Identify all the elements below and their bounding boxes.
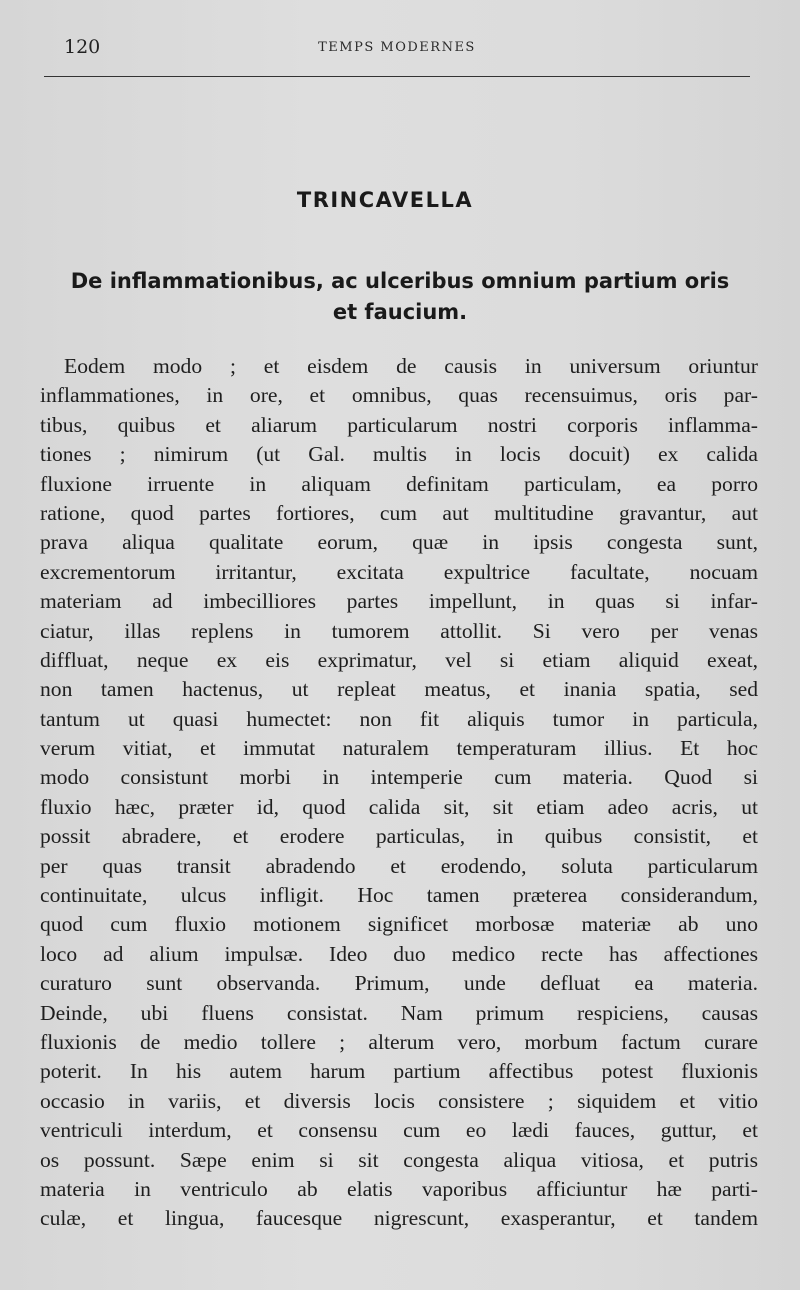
text-line: tibus, quibus et aliarum particularum nostri corporis inflamma- [40, 412, 758, 437]
text-line: Eodem modo ; et eisdem de causis in universum oriuntur [64, 354, 758, 378]
running-head [44, 36, 750, 62]
text-line: modo consistunt morbi in intemperie cum materia. Quod si [40, 765, 758, 790]
work-title-line: et faucium. [332, 300, 468, 324]
text-line: possit abradere, et erodere particulas, in quibus consistit, et [40, 824, 758, 849]
text-line: tantum ut quasi humectet: non fit aliquis tumor in particula, [40, 706, 758, 731]
text-line: continuitate, ulcus infligit. Hoc tamen præterea considerandum, [40, 883, 758, 908]
text-line: curaturo sunt observanda. Primum, unde defluat ea materia. [40, 971, 758, 996]
page-number: 120 [64, 36, 101, 58]
text-line: ventriculi interdum, et consensu cum eo lædi fauces, guttur, et [40, 1118, 758, 1143]
text-line: inflammationes, in ore, et omnibus, quas recensuimus, oris par- [40, 383, 758, 408]
text-line: occasio in variis, et diversis locis consistere ; siquidem et vitio [40, 1088, 758, 1113]
text-line: culæ, et lingua, faucesque nigrescunt, exasperantur, et tandem [40, 1206, 758, 1231]
text-line: quod cum fluxio motionem significet morbosæ materiæ ab uno [40, 912, 758, 937]
text-line: fluxio hæc, præter id, quod calida sit, sit etiam adeo acris, ut [40, 794, 758, 819]
text-line: excrementorum irritantur, excitata expultrice facultate, nocuam [40, 559, 758, 584]
header-rule [44, 76, 750, 77]
text-line: fluxione irruente in aliquam definitam particulam, ea porro [40, 471, 758, 496]
text-line: materia in ventriculo ab elatis vaporibus afficiuntur hæ parti- [40, 1176, 758, 1201]
text-line: os possunt. Sæpe enim si sit congesta aliqua vitiosa, et putris [40, 1147, 758, 1172]
text-line: diffluat, neque ex eis exprimatur, vel si etiam aliquid exeat, [40, 647, 758, 672]
text-line: tiones ; nimirum (ut Gal. multis in locis docuit) ex calida [40, 442, 758, 467]
text-line: Deinde, ubi fluens consistat. Nam primum respiciens, causas [40, 1000, 758, 1025]
body-paragraph [40, 352, 758, 1234]
text-line: loco ad alium impulsæ. Ideo duo medico recte has affectiones [40, 941, 758, 966]
author-heading: TRINCAVELLA [296, 188, 474, 212]
text-line: ratione, quod partes fortiores, cum aut multitudine gravantur, aut [40, 500, 758, 525]
text-line: ciatur, illas replens in tumorem attollit. Si vero per venas [40, 618, 758, 643]
text-line: verum vitiat, et immutat naturalem temperaturam illius. Et hoc [40, 736, 758, 761]
text-line: materiam ad imbecilliores partes impellunt, in quas si infar- [40, 589, 758, 614]
work-title-line: De inflammationibus, ac ulceribus omnium partium oris [70, 269, 730, 293]
text-line: prava aliqua qualitate eorum, quæ in ipsis congesta sunt, [40, 530, 758, 555]
text-line: poterit. In his autem harum partium affectibus potest fluxionis [40, 1059, 758, 1084]
work-title [40, 266, 760, 328]
text-line: fluxionis de medio tollere ; alterum vero, morbum factum curare [40, 1029, 758, 1054]
text-line: non tamen hactenus, ut repleat meatus, et inania spatia, sed [40, 677, 758, 702]
text-line: per quas transit abradendo et erodendo, soluta particularum [40, 853, 758, 878]
running-title: TEMPS MODERNES [318, 40, 476, 55]
